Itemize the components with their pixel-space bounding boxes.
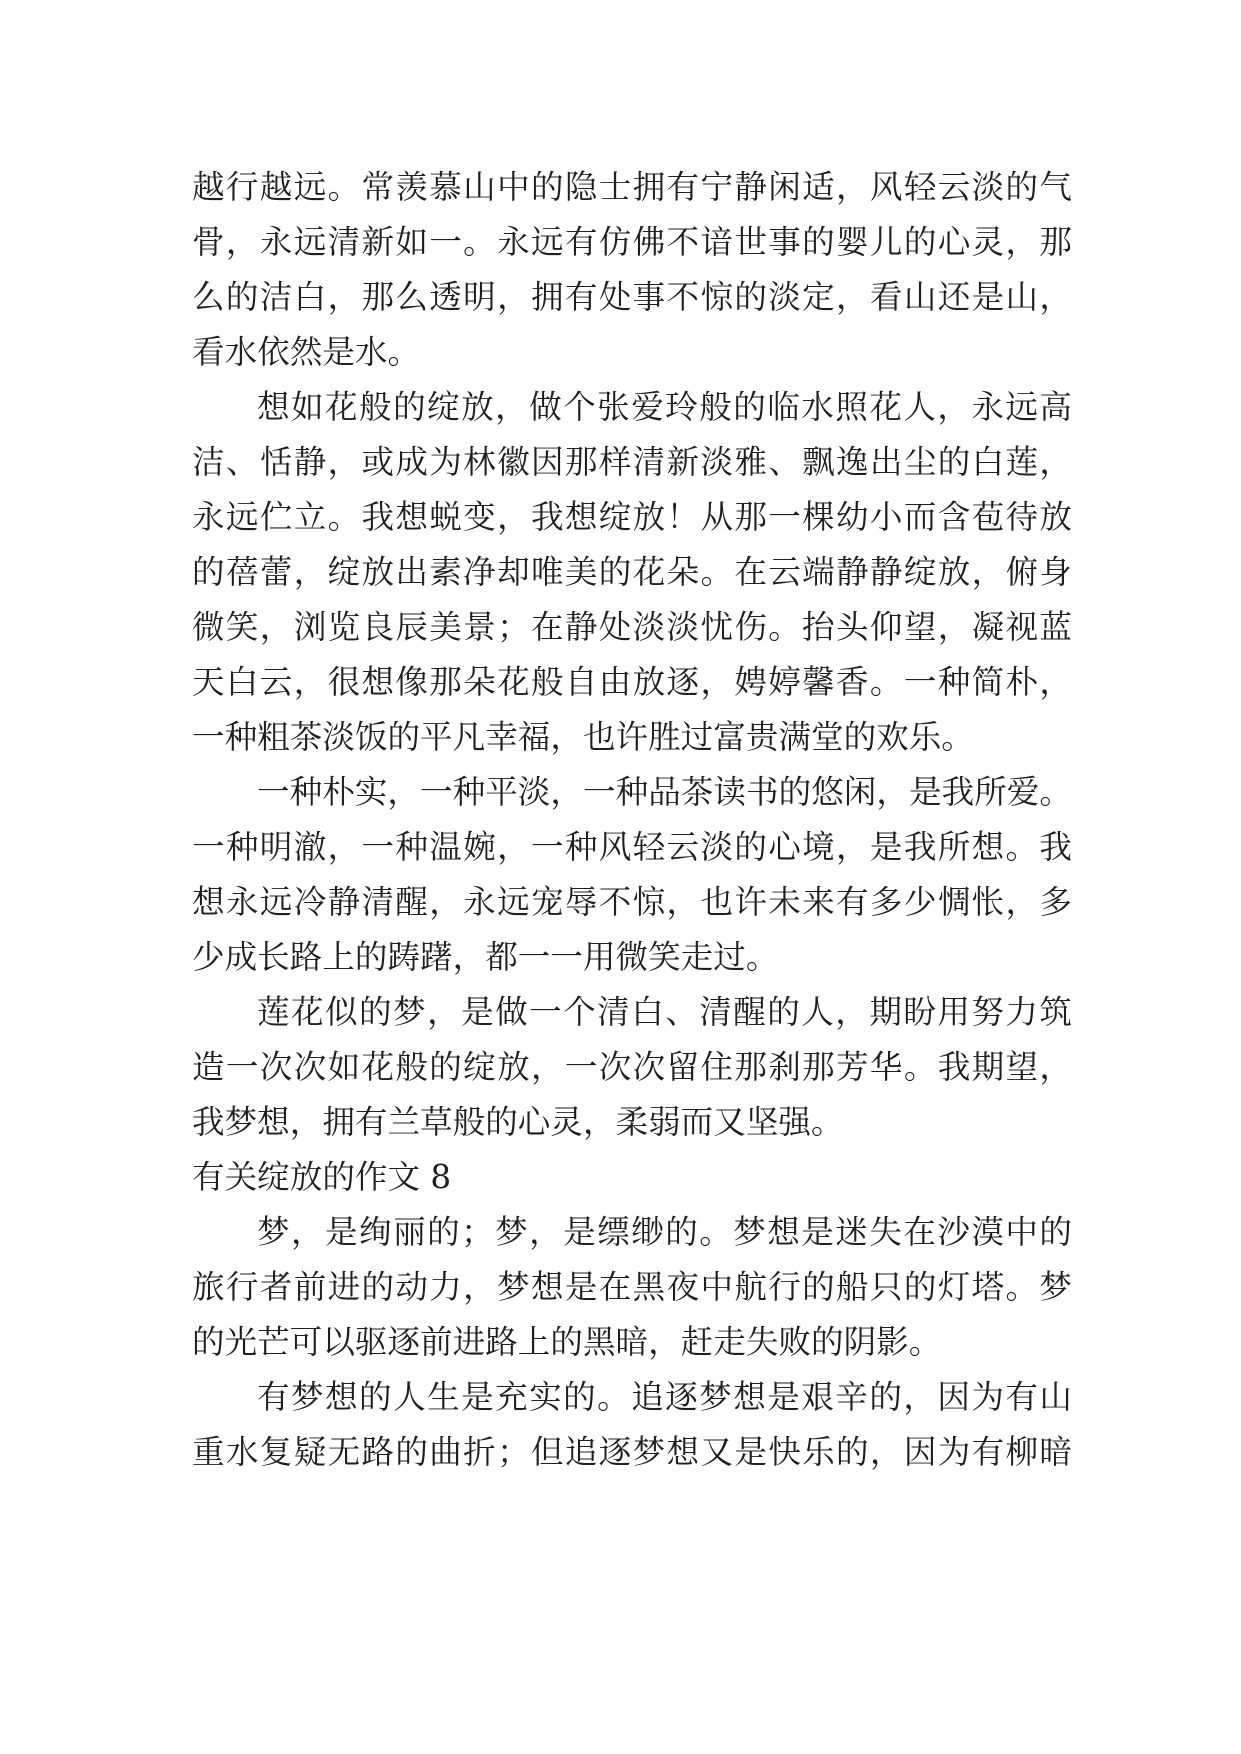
text-line: 少成长路上的踌躇，都一一用微笑走过。 bbox=[192, 938, 779, 976]
text-line: 我梦想，拥有兰草般的心灵，柔弱而又坚强。 bbox=[192, 1103, 844, 1141]
document-body bbox=[192, 160, 1072, 1480]
text-line: 一种明澈，一种温婉，一种风轻云淡的心境，是我所想。我 bbox=[192, 828, 1072, 866]
text-line: 重水复疑无路的曲折；但追逐梦想又是快乐的，因为有柳暗 bbox=[192, 1433, 1072, 1471]
text-line: 天白云，很想像那朵花般自由放逐，娉婷馨香。一种简朴， bbox=[192, 663, 1072, 701]
text-line: 梦，是绚丽的；梦，是缥缈的。梦想是迷失在沙漠中的 bbox=[257, 1213, 1072, 1251]
paragraph bbox=[192, 985, 1072, 1150]
text-line: 一种朴实，一种平淡，一种品茶读书的悠闲，是我所爱。 bbox=[257, 773, 1072, 811]
text-line: 永远伫立。我想蜕变，我想绽放！从那一棵幼小而含苞待放 bbox=[192, 498, 1072, 536]
text-line: 微笑，浏览良辰美景；在静处淡淡忧伤。抬头仰望，凝视蓝 bbox=[192, 608, 1072, 646]
text-line: 洁、恬静，或成为林徽因那样清新淡雅、飘逸出尘的白莲， bbox=[192, 443, 1072, 481]
paragraph bbox=[192, 765, 1072, 985]
text-line: 想如花般的绽放，做个张爱玲般的临水照花人，永远高 bbox=[257, 388, 1072, 426]
paragraph bbox=[192, 380, 1072, 765]
text-line: 有梦想的人生是充实的。追逐梦想是艰辛的，因为有山 bbox=[257, 1378, 1072, 1416]
text-line: 莲花似的梦，是做一个清白、清醒的人，期盼用努力筑 bbox=[257, 993, 1072, 1031]
text-line: 的蓓蕾，绽放出素净却唯美的花朵。在云端静静绽放，俯身 bbox=[192, 553, 1072, 591]
paragraph bbox=[192, 160, 1072, 380]
text-line: 想永远冷静清醒，永远宠辱不惊，也许未来有多少惆怅，多 bbox=[192, 883, 1072, 921]
section-heading: 有关绽放的作文 8 bbox=[192, 1158, 452, 1196]
text-line: 越行越远。常羡慕山中的隐士拥有宁静闲适，风轻云淡的气 bbox=[192, 168, 1072, 206]
text-line: 造一次次如花般的绽放，一次次留住那刹那芳华。我期望， bbox=[192, 1048, 1072, 1086]
text-line: 旅行者前进的动力，梦想是在黑夜中航行的船只的灯塔。梦 bbox=[192, 1268, 1072, 1306]
text-line: 看水依然是水。 bbox=[192, 333, 421, 371]
paragraph bbox=[192, 1370, 1072, 1480]
paragraph bbox=[192, 1205, 1072, 1370]
text-line: 么的洁白，那么透明，拥有处事不惊的淡定，看山还是山， bbox=[192, 278, 1072, 316]
text-line: 一种粗茶淡饭的平凡幸福，也许胜过富贵满堂的欢乐。 bbox=[192, 718, 974, 756]
text-line: 骨，永远清新如一。永远有仿佛不谙世事的婴儿的心灵，那 bbox=[192, 223, 1072, 261]
text-line: 的光芒可以驱逐前进路上的黑暗，赶走失败的阴影。 bbox=[192, 1323, 942, 1361]
